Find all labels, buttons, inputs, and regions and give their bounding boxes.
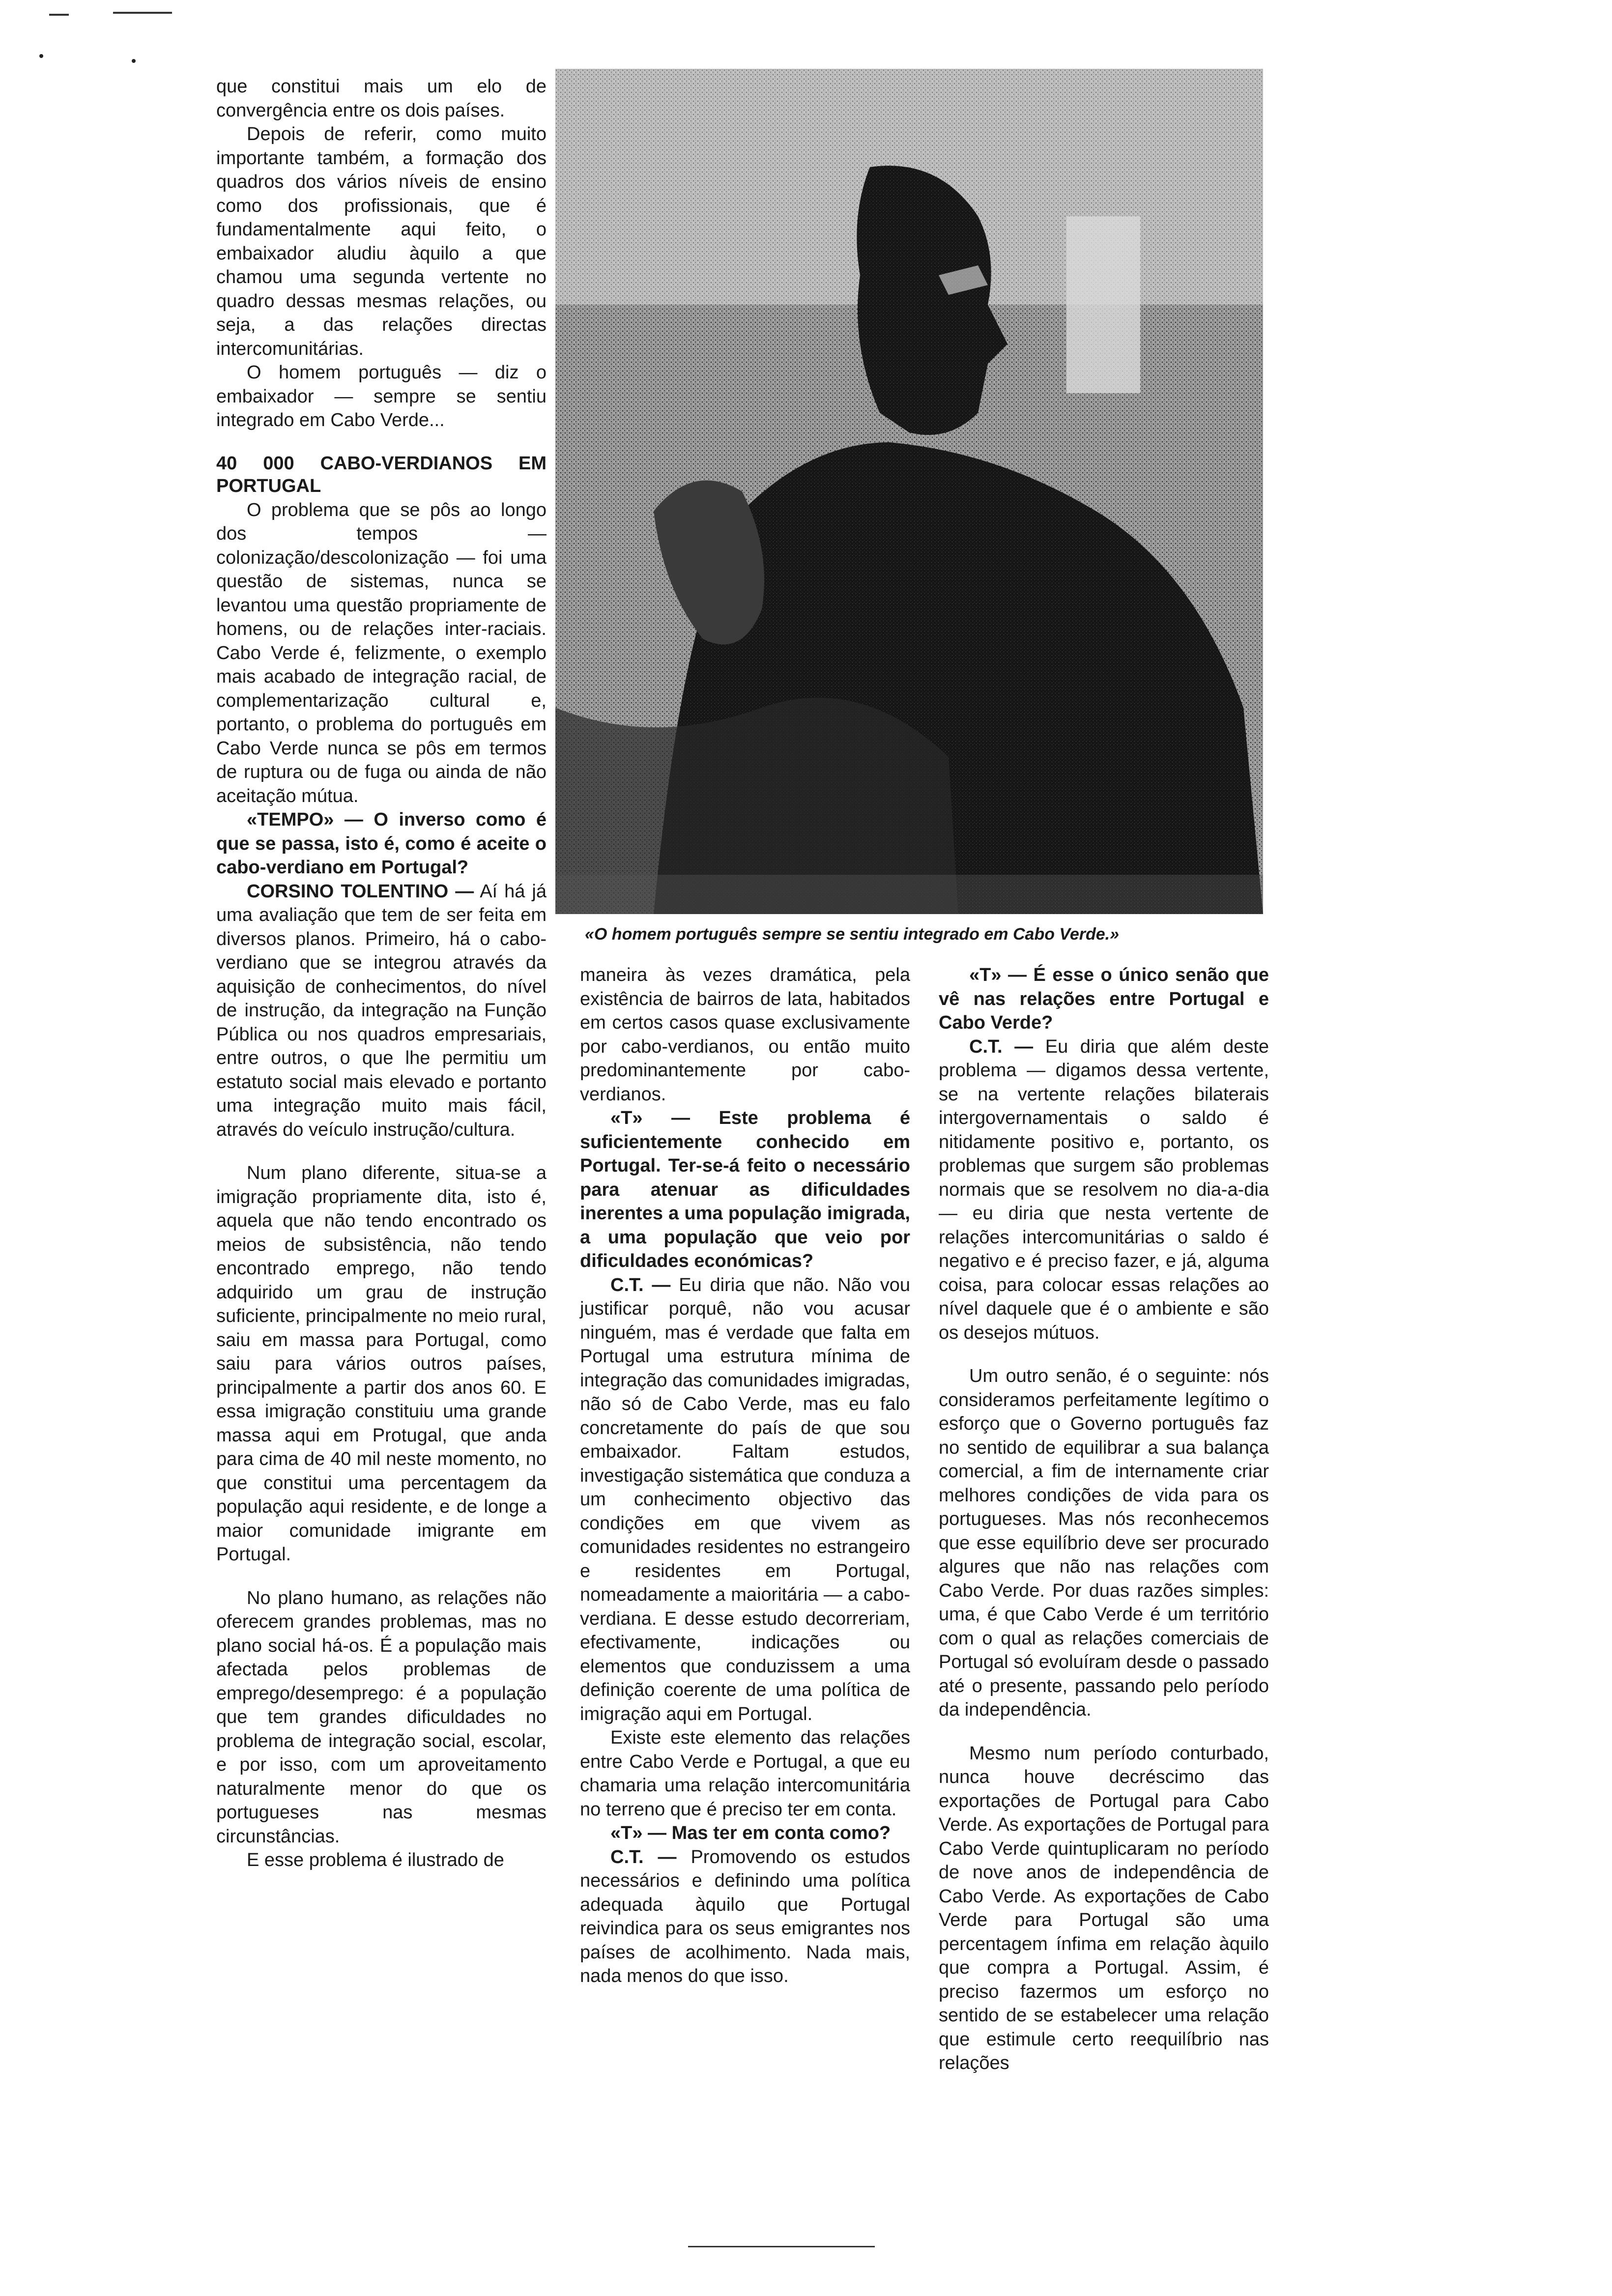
paragraph: O problema que se pôs ao longo dos tempos — colonização/descolonização — foi uma questão de sistemas, nunca se levantou uma questão propriamente de homens, ou de relações inter-raciais. Cabo Verde é, felizmente, o exemplo mais acabado de integração racial, de complementarização cultural e, portanto, o problema do português em Cabo Verde nunca se pôs em termos de ruptura ou de fuga ou ainda de não aceitação mútua. [216,499,547,806]
answer-text: Eu diria que além deste problema — digamos dessa vertente, se na vertente relações bilaterais intergovernamentais o saldo é nitidamente positivo e, portanto, os problemas que surgem são problemas normais que se resolvem no dia-a-dia — eu diria que nesta vertente de relações intercomunitárias o saldo é negativo e é preciso fazer, e já, alguma coisa, para colocar essas relações ao nível daquele que é o ambiente e são os desejos mútuos. [939,1036,1269,1343]
paragraph: Um outro senão, é o seguinte: nós consideramos perfeitamente legítimo o esforço que o Governo português faz no sentido de equilibrar a sua balança comercial, a fim de internamente criar melhores condições de vida para os portugueses. Mas nós reconhecemos que esse equilíbrio deve ser procurado algures que não nas relações com Cabo Verde. Por duas razões simples: uma, é que Cabo Verde é um território com o qual as relações comerciais de Portugal só evoluíram desde o passado até o presente, passando pelo período da independência. [939,1366,1269,1720]
speaker-tag: «TEMPO» — [247,809,363,830]
answer-text: Eu diria que não. Não vou justificar porquê, não vou acusar ninguém, mas é verdade que falta em Portugal uma estrutura mínima de integração das comunidades imigradas, não só de Cabo Verde, mas eu falo concretamente do país de que sou embaixador. Faltam estudos, investigação sistemática que conduza a um conhecimento objectivo das condições em que vivem as comunidades residentes no estrangeiro e residentes em Portugal, nomeadamente a maioritária — a cabo-verdiana. E desse estudo decorreriam, efectivamente, indicações ou elementos que conduzissem a uma definição coerente de uma política de imigração aqui em Portugal. [580,1274,910,1724]
speaker-tag: C.T. — [610,1274,671,1295]
question-text: Este problema é suficientemente conhecido em Portugal. Ter-se-á feito o necessário para atenuar as dificuldades inerentes a uma população imigrada, a uma população que veio por dificuldades económicas? [580,1108,910,1271]
header-rule [113,12,172,14]
paragraph: maneira às vezes dramática, pela existência de bairros de lata, habitados em certos casos quase exclusivamente por cabo-verdianos, ou então muito predominantemente por cabo-verdianos. [580,965,910,1105]
interview-question [939,963,1269,1035]
spacer [216,1142,547,1161]
paragraph: No plano humano, as relações não oferecem grandes problemas, mas no plano social há-os. É a população mais afectada pelos problemas de emprego/desemprego: é a população que tem grandes dificuldades no problema de integração social, escolar, e por isso, com um aproveitamento naturalmente menor do que os portugueses nas mesmas circunstâncias. [216,1587,547,1847]
ink-speck [39,54,43,58]
question-text: O inverso como é que se passa, isto é, como é aceite o cabo-verdiano em Portugal? [216,809,547,878]
interview-answer [939,1035,1269,1345]
interview-answer [216,880,547,1142]
answer-text: Promovendo os estudos necessários e definindo uma política adequada àquilo que Portugal reivindica para os seus emigrantes nos países de acolhimento. Nada mais, nada menos do que isso. [580,1846,910,1986]
paragraph: E esse problema é ilustrado de [247,1850,504,1870]
article-column-2 [580,963,910,1988]
paragraph: O homem português — diz o embaixador — sempre se sentiu integrado em Cabo Verde... [216,362,547,430]
speaker-tag: «T» — [610,1108,690,1128]
paragraph: Mesmo num período conturbado, nunca houve decréscimo das exportações de Portugal para Cabo Verde. As exportações de Portugal para Cabo Verde quintuplicaram no período de nove anos de independência de Cabo Verde. As exportações de Cabo Verde para Portugal são uma percentagem ínfima em relação àquilo que compra a Portugal. Assim, é preciso fazermos um esforço no sentido de se estabelecer uma relação que estimule certo reequilíbrio nas relações [939,1743,1269,2073]
photo-caption: «O homem português sempre se sentiu integrado em Cabo Verde.» [585,925,1120,944]
spacer [939,1722,1269,1742]
interview-answer [580,1845,910,1988]
paragraph: que constitui mais um elo de convergência entre os dois países. [216,76,547,121]
speaker-tag: C.T. — [969,1036,1034,1057]
article-column-3 [939,963,1269,2075]
paragraph: Existe este elemento das relações entre Cabo Verde e Portugal, a que eu chamaria uma relação intercomunitária no terreno que é preciso ter em conta. [580,1727,910,1820]
speaker-tag: CORSINO TOLENTINO — [247,881,474,902]
interview-answer [580,1273,910,1726]
photo-of-ambassador [555,69,1263,914]
article-column-1 [216,75,547,1872]
question-text: É esse o único senão que vê nas relações entre Portugal e Cabo Verde? [939,965,1269,1033]
question-text: Mas ter em conta como? [671,1823,891,1843]
paragraph: Num plano diferente, situa-se a imigração propriamente dita, isto é, aquela que não tendo encontrado os meios de subsistência, não tendo encontrado emprego, não tendo adquirido um grau de instrução suficiente, principalmente no meio rural, saiu em massa para Portugal, como saiu para vários outros países, principalmente a partir dos anos 60. E essa imigração constituiu uma grande massa aqui em Protugal, que anda para cima de 40 mil neste momento, no que constitui uma percentagem da população aqui residente, e de longe a maior comunidade imigrante em Portugal. [216,1163,547,1565]
interview-question [580,1106,910,1273]
section-heading: 40 000 CABO-VERDIANOS EM PORTUGAL [216,453,547,496]
interview-question [216,808,547,880]
speaker-tag: «T» — [610,1823,667,1843]
ink-speck [132,59,136,63]
answer-text: Aí há já uma avaliação que tem de ser feita em diversos planos. Primeiro, há o cabo-verdiano que se integrou através da aquisição de conhecimentos, do nível de instrução, da integração na Função Pública ou nos quadros empresariais, entre outros, o que lhe permitiu um estatuto social mais elevado e portanto uma integração muito mais fácil, através do veículo instrução/cultura. [216,881,547,1140]
spacer [939,1345,1269,1364]
speaker-tag: «T» — [969,965,1027,985]
header-rule [49,14,69,16]
spacer [216,1567,547,1586]
column-end-rule [688,2246,875,2247]
speaker-tag: C.T. — [610,1846,677,1867]
paragraph: Depois de referir, como muito importante também, a formação dos quadros dos vários níveis de ensino como dos profissionais, que é fundamentalmente aqui feito, o embaixador aludiu àquilo a que chamou uma segunda vertente no quadro dessas mesmas relações, ou seja, a das relações directas intercomunitárias. [216,124,547,359]
interview-question [580,1821,910,1845]
